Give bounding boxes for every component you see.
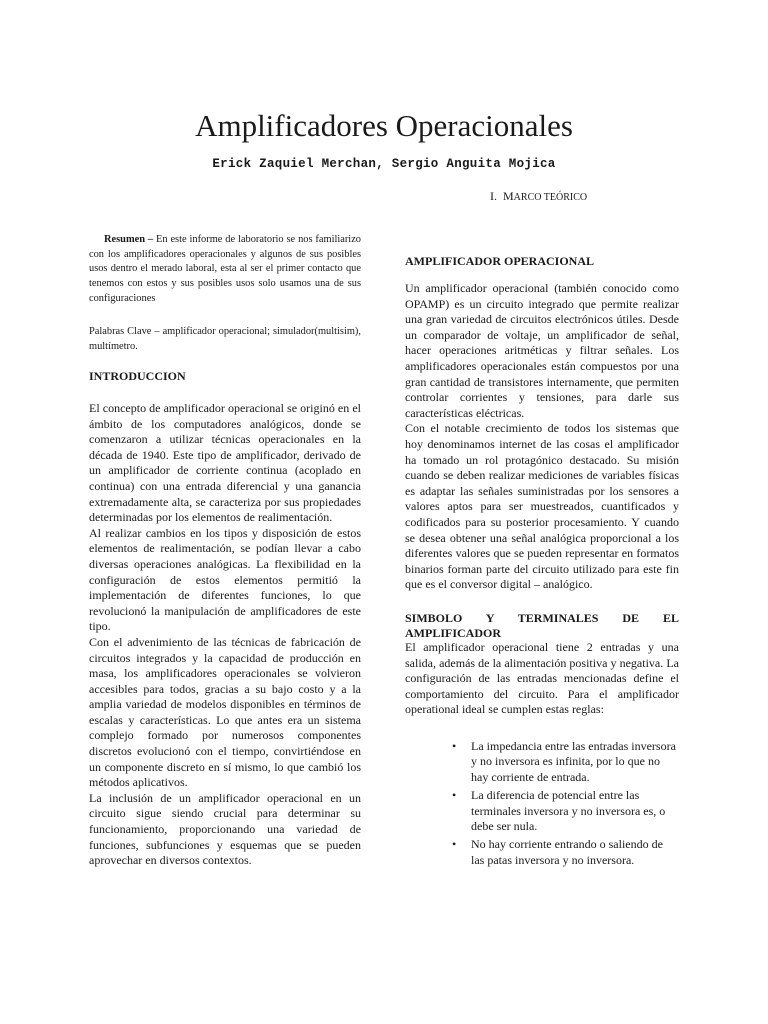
- section-numeral: I.: [490, 189, 497, 203]
- intro-paragraph: Al realizar cambios en los tipos y disposición de estos elementos de realimentación, se podían llevar a cabo diversas operaciones analógicas. La flexibilidad en la configuración de estos elementos permitió la implementación de diferentes funciones, lo que revolucionó la manipulación de amplificadores de este tipo.: [89, 525, 361, 634]
- list-item: [452, 739, 678, 785]
- intro-paragraph: El concepto de amplificador operacional se originó en el ámbito de los computadores analógicos, donde se comenzaron a utilizar técnicas operacionales en la década de 1940. Este tipo de amplificador, derivado de un amplificador de corriente continua (acoplado en continua) con una entrada diferencial y una ganancia extremadamente alta, se caracteriza por sus propiedades determinadas por los elementos de realimentación.: [89, 401, 361, 525]
- section-name-rest: ARCO TEÓRICO: [513, 192, 588, 203]
- intro-body: [89, 401, 361, 869]
- opamp-body: [405, 281, 679, 593]
- abstract-text: En este informe de laboratorio se nos familiarizo con los amplificadores operacionales y algunos de sus posibles usos dentro el merado laboral, esta al ser el primer contacto que tenemos con estos y sus posibles usos solo usamos una de sus configuraciones: [89, 234, 361, 304]
- section-heading-marco-teorico: [490, 189, 587, 204]
- bullet-icon: •: [452, 788, 457, 803]
- list-item-text: No hay corriente entrando o saliendo de las patas inversora y no inversora.: [471, 837, 663, 867]
- abstract-label: Resumen –: [104, 234, 154, 245]
- keywords: Palabras Clave – amplificador operacional; simulador(multisim), multímetro.: [89, 326, 361, 352]
- intro-heading: INTRODUCCION: [89, 369, 186, 383]
- intro-paragraph: La inclusión de un amplificador operacional en un circuito sigue siendo crucial para determinar su funcionamiento, proporcionando una variedad de funciones, subfunciones y esquemas que se pueden aprovechar en diversos contextos.: [89, 790, 361, 868]
- author-list: Erick Zaquiel Merchan, Sergio Anguita Mojica: [212, 157, 556, 171]
- paper-title: Amplificadores Operacionales: [195, 108, 573, 143]
- opamp-paragraph: Un amplificador operacional (también conocido como OPAMP) es un circuito integrado que permite realizar una gran variedad de circuitos electrónicos útiles. Desde un comparador de voltaje, un amplificador de señal, hacer operaciones aritméticas y filtrar señales. Los amplificadores operacionales están compuestos por una gran cantidad de transistores internamente, que permiten controlar corrientes y tensiones, para darle sus características eléctricas.: [405, 281, 679, 420]
- ideal-opamp-rules-list: [452, 739, 678, 871]
- symbol-heading: SIMBOLO Y TERMINALES DE EL AMPLIFICADOR: [405, 611, 679, 640]
- list-item-text: La impedancia entre las entradas inversora y no inversora es infinita, por lo que no hay corriente de entrada.: [471, 739, 676, 784]
- list-item: [452, 788, 678, 834]
- section-name-initial: M: [503, 189, 514, 203]
- symbol-paragraph: El amplificador operacional tiene 2 entradas y una salida, además de la alimentación positiva y negativa. La configuración de las entradas mencionadas define el comportamiento del circuito. Para el amplificador operational ideal se cumplen estas reglas:: [405, 640, 679, 717]
- symbol-body: [405, 640, 679, 718]
- opamp-paragraph: Con el notable crecimiento de todos los sistemas que hoy denominamos internet de las cosas el amplificador ha tomado un rol protagónico destacado. Su misión cuando se deben realizar mediciones de variables físicas es adaptar las señales suministradas por los sensores a valores aptos para ser muestreados, cuantificados y codificados para su posterior procesamiento. Y cuando se desea obtener una señal analógica proporcional a los diferentes valores que se pueden representar en formatos binarios forman parte del circuito utilizado para este fin que es el conversor digital – analógico.: [405, 421, 679, 592]
- abstract: [89, 233, 361, 307]
- list-item: [452, 837, 678, 868]
- bullet-icon: •: [452, 837, 457, 852]
- intro-paragraph: Con el advenimiento de las técnicas de fabricación de circuitos integrados y la capacidad de producción en masa, los amplificadores operacionales se volvieron accesibles para todos, gracias a su bajo costo y a la amplia variedad de modelos disponibles en términos de escalas y características. Lo que antes era un sistema complejo formado por numerosos componentes discretos evolucionó con el tiempo, convirtiéndose en un componente discreto en sí mismo, lo que cambió los métodos aplicativos.: [89, 634, 361, 790]
- bullet-icon: •: [452, 739, 457, 753]
- list-item-text: La diferencia de potencial entre las terminales inversora y no inversora es, o debe ser nula.: [471, 788, 666, 834]
- opamp-heading: AMPLIFICADOR OPERACIONAL: [405, 254, 594, 268]
